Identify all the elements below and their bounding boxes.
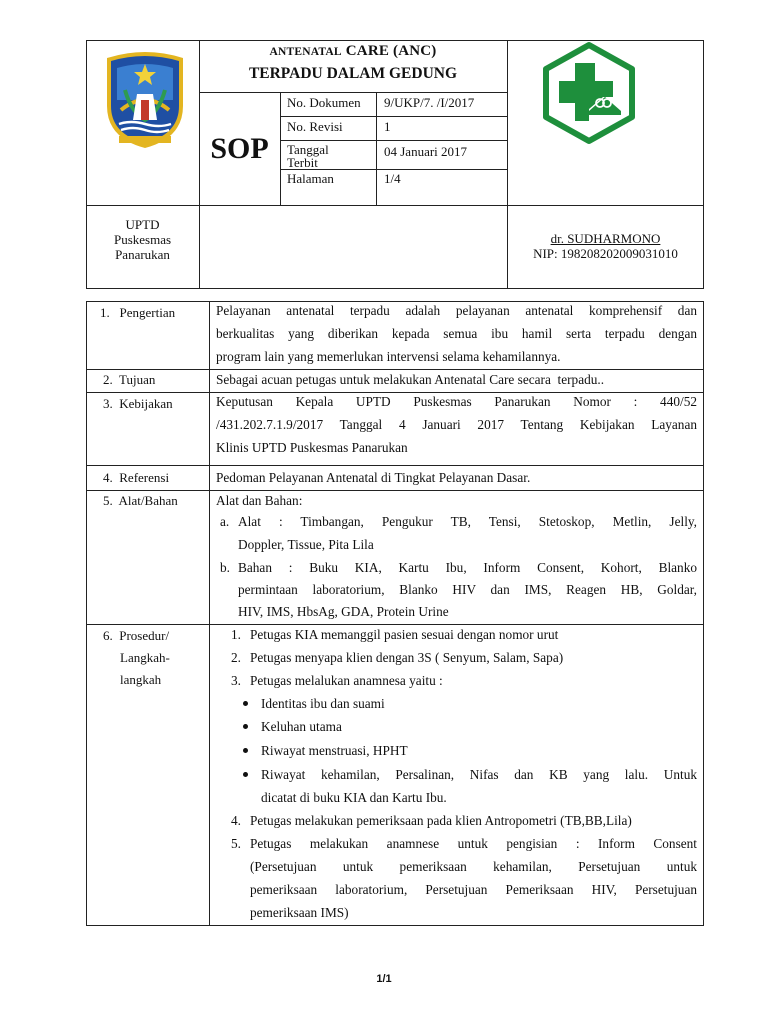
doc-number-label: No. Dokumen — [287, 95, 361, 110]
header-divider — [280, 116, 507, 117]
section-label: 3. Kebijakan — [103, 396, 173, 411]
page-number: 1/1 — [376, 973, 392, 985]
section-text-line: Klinis UPTD Puskesmas Panarukan — [216, 440, 408, 455]
header-divider — [280, 140, 507, 141]
sop-label: SOP — [210, 132, 269, 165]
document-subtitle: TERPADU DALAM GEDUNG — [248, 65, 458, 82]
puskesmas-logo-icon — [537, 41, 641, 145]
header-divider — [376, 92, 377, 205]
step-line: Petugas melakukan pemeriksaan pada klien Antropometri (TB,BB,Lila) — [250, 813, 632, 828]
section-text-line: Sebagai acuan petugas untuk melakukan Antenatal Care secara terpadu.. — [216, 372, 605, 387]
title-large: CARE (ANC) — [345, 43, 437, 59]
document-title — [199, 42, 507, 61]
issue-date-label-2: Terbit — [287, 155, 318, 170]
bullet-icon — [243, 724, 248, 729]
step-marker: 2. — [231, 650, 241, 665]
step-marker: 3. — [231, 673, 241, 688]
list-item-line: Doppler, Tissue, Pita Lila — [238, 537, 374, 552]
bullet-line: Riwayat kehamilan, Persalinan, Nifas dan KB yang lalu. Untuk — [261, 767, 697, 782]
page-label: Halaman — [287, 171, 334, 186]
bullet-line: Riwayat menstruasi, HPHT — [261, 743, 408, 758]
step-marker: 4. — [231, 813, 241, 828]
section-label: langkah — [120, 672, 162, 687]
bullet-line: Keluhan utama — [261, 719, 342, 734]
issue-date-label: Tanggal — [287, 142, 329, 157]
header-divider — [280, 92, 281, 205]
section-text-line: program lain yang memerlukan intervensi selama kehamilannya. — [216, 349, 561, 364]
step-marker: 5. — [231, 836, 241, 851]
row-divider — [86, 369, 704, 370]
org-line: UPTD — [125, 217, 160, 232]
step-line: Petugas KIA memanggil pasien sesuai dengan nomor urut — [250, 627, 559, 642]
step-marker: 1. — [231, 627, 241, 642]
list-marker: a. — [220, 514, 230, 529]
org-line: Puskesmas — [113, 232, 172, 247]
step-line: Petugas melakukan anamnese untuk pengisian : Inform Consent — [250, 836, 697, 851]
page-value: 1/4 — [384, 171, 401, 186]
section-text-line: Pelayanan antenatal terpadu adalah pelayanan antenatal komprehensif dan — [216, 303, 697, 318]
section-label: 1. Pengertian — [100, 305, 176, 320]
bullet-line: Identitas ibu dan suami — [261, 696, 385, 711]
issue-date-value: 04 Januari 2017 — [384, 144, 468, 159]
section-label: 2. Tujuan — [103, 372, 156, 387]
list-item-line: HIV, IMS, HbsAg, GDA, Protein Urine — [238, 604, 449, 619]
revision-label: No. Revisi — [287, 119, 343, 134]
section-text-line: Pedoman Pelayanan Antenatal di Tingkat Pelayanan Dasar. — [216, 470, 531, 485]
section-label: 6. Prosedur/ — [103, 628, 170, 643]
step-line: Petugas menyapa klien dengan 3S ( Senyum, Salam, Sapa) — [250, 650, 564, 665]
section-text-line: berkualitas yang diberikan kepada semua ibu hamil serta terpadu dengan — [216, 326, 697, 341]
signer-name: dr. SUDHARMONO — [550, 231, 661, 246]
step-line: Petugas melalukan anamnesa yaitu : — [250, 673, 443, 688]
step-line: (Persetujuan untuk pemeriksaan kehamilan, Persetujuan untuk — [250, 859, 697, 874]
signer-nip: NIP: 198208202009031010 — [533, 246, 678, 261]
row-divider — [86, 490, 704, 491]
bullet-icon — [243, 772, 248, 777]
list-marker: b. — [220, 560, 230, 575]
row-divider — [86, 465, 704, 466]
header-divider — [199, 92, 507, 93]
content-divider — [209, 301, 210, 926]
section-label: 5. Alat/Bahan — [103, 493, 178, 508]
org-line: Panarukan — [115, 247, 170, 262]
bullet-line: dicatat di buku KIA dan Kartu Ibu. — [261, 790, 447, 805]
list-item-line: Alat : Timbangan, Pengukur TB, Tensi, Stetoskop, Metlin, Jelly, — [238, 514, 697, 529]
header-divider — [86, 205, 704, 206]
section-text-line: /431.202.7.1.9/2017 Tanggal 4 Januari 2017 Tentang Kebijakan Layanan — [216, 417, 697, 432]
bullet-icon — [243, 748, 248, 753]
section-label: 4. Referensi — [103, 470, 170, 485]
title-small: ANTENATAL — [269, 46, 342, 58]
revision-value: 1 — [384, 119, 391, 134]
regency-emblem-icon — [101, 50, 189, 150]
step-line: pemeriksaan IMS) — [250, 905, 349, 920]
step-line: pemeriksaan laboratorium, Persetujuan Pemeriksaan HIV, Persetujuan — [250, 882, 697, 897]
section-intro: Alat dan Bahan: — [216, 493, 303, 508]
list-item-line: permintaan laboratorium, Blanko HIV dan IMS, Reagen HB, Goldar, — [238, 582, 697, 597]
section-text-line: Keputusan Kepala UPTD Puskesmas Panarukan Nomor : 440/52 — [216, 394, 697, 409]
bullet-icon — [243, 701, 248, 706]
doc-number-value: 9/UKP/7. /I/2017 — [384, 95, 475, 110]
section-label: Langkah- — [120, 650, 170, 665]
list-item-line: Bahan : Buku KIA, Kartu Ibu, Inform Consent, Kohort, Blanko — [238, 560, 697, 575]
